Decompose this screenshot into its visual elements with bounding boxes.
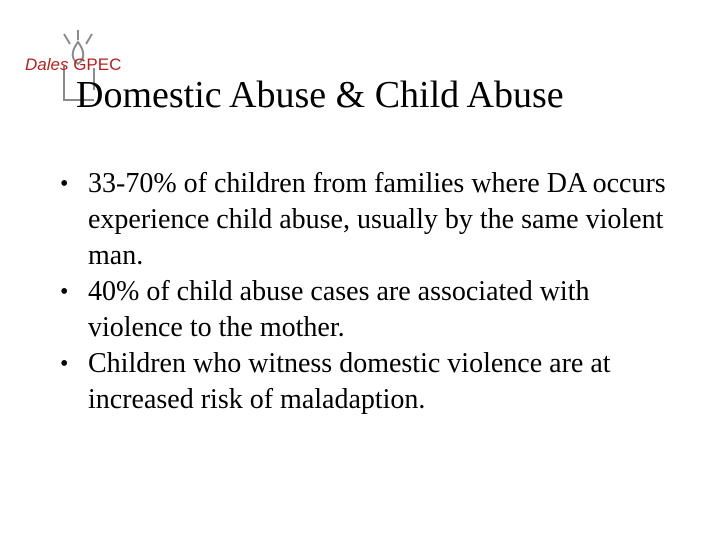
slide-title: Domestic Abuse & Child Abuse (76, 74, 564, 116)
bullet-marker: • (60, 351, 69, 377)
bullet-marker: • (60, 171, 69, 197)
bullet-item (0, 346, 720, 418)
bullet-text: Children who witness domestic violence are at increased risk of maladaption. (88, 348, 611, 415)
bullet-item (0, 166, 720, 274)
bullet-marker: • (60, 279, 69, 305)
bullet-item (0, 274, 720, 346)
logo-word-dales: Dales (25, 55, 69, 74)
logo-text (25, 56, 121, 73)
bullet-text: 40% of child abuse cases are associated with violence to the mother. (88, 276, 590, 343)
logo-word-gpec: GPEC (73, 55, 122, 74)
bullet-list (0, 166, 720, 418)
bullet-text: 33-70% of children from families where DA occurs experience child abuse, usually by the same violent man. (88, 168, 666, 271)
